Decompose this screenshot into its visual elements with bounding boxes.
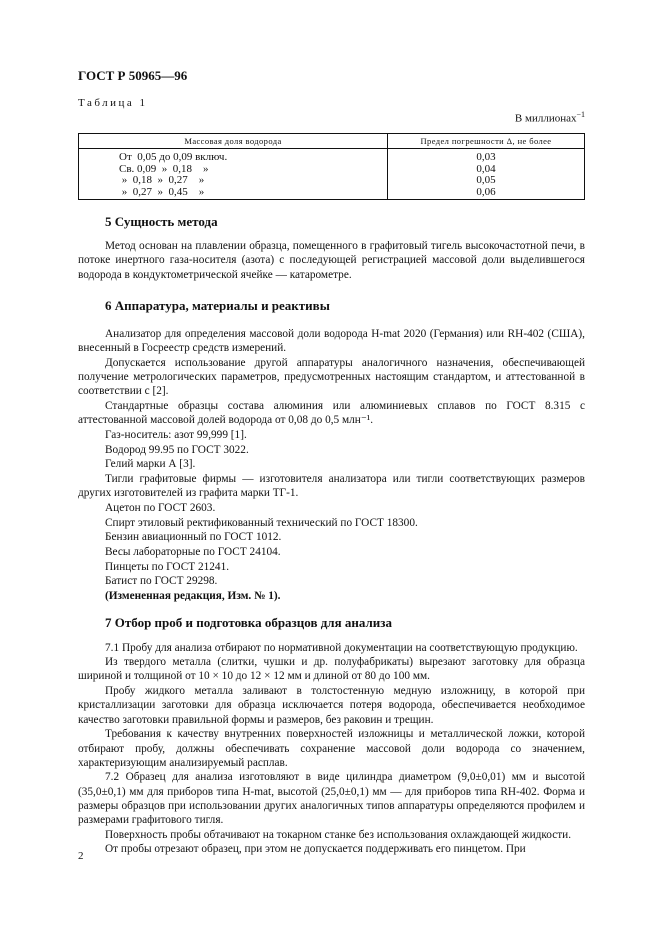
range-value: » 0,27 » 0,45 » [119, 185, 205, 198]
paragraph: Анализатор для определения массовой доли водорода H-mat 2020 (Германия) или RH-402 (США), внесенный в Госреестр средств измерений. [78, 328, 585, 355]
paragraph: Весы лабораторные по ГОСТ 24104. [105, 546, 281, 559]
paragraph: Допускается использование другой аппаратуры аналогичного назначения, обеспечивающей получение метрологических параметров, предусмотренных настоящим стандартом, и аттестованной в соответствии с [2]. [78, 356, 585, 398]
range-value: От 0,05 до 0,09 включ. [119, 151, 228, 163]
paragraph: От пробы отрезают образец, при этом не допускается поддерживать его пинцетом. При [105, 843, 526, 856]
range-value: Св. 0,09 » 0,18 » [119, 162, 209, 175]
page-number: 2 [78, 850, 84, 862]
paragraph: Метод основан на плавлении образца, помещенного в графитовый тигель высокочастотной печи, в потоке инертного газа-носителя (азота) с последующей регистрацией массовой доли выделившегося водорода в кондуктометрической ячейке — катарометре. [78, 240, 585, 281]
paragraph: Газ-носитель: азот 99,999 [1]. [105, 428, 247, 441]
paragraph: Поверхность пробы обтачивают на токарном станке без использования охлаждающей жидкости. [105, 828, 572, 841]
limit-value: 0,03 [476, 151, 496, 163]
table-row [79, 149, 585, 200]
limit-value: 0,04 [476, 162, 496, 175]
section-6-title: 6 Аппаратура, материалы и реактивы [105, 297, 330, 313]
paragraph: 7.1 Пробу для анализа отбирают по нормативной документации на соответствующую продукцию. [105, 641, 578, 654]
error-limit-cell [388, 149, 585, 200]
paragraph: Бензин авиационный по ГОСТ 1012. [105, 531, 282, 544]
table-caption: Таблица 1 [78, 97, 148, 109]
document-header: ГОСТ Р 50965—96 [78, 68, 188, 83]
paragraph: Гелий марки А [3]. [105, 458, 196, 471]
mass-fraction-cell [79, 149, 388, 200]
paragraph: Пробу жидкого металла заливают в толстостенную медную изложницу, в которой при кристаллизации заготовки для образца исключается потеря водорода, обеспечивается необходимое качество заготовки правильной формы и размеров, без раковин и трещин. [78, 685, 585, 726]
section-7-body [78, 641, 585, 857]
paragraph: Ацетон по ГОСТ 2603. [105, 501, 216, 514]
paragraph: Спирт этиловый ректификованный технический по ГОСТ 18300. [105, 516, 418, 529]
section-5-title: 5 Сущность метода [105, 214, 218, 229]
paragraph: Водород 99.95 по ГОСТ 3022. [105, 443, 249, 456]
paragraph: Стандартные образцы состава алюминия или алюминиевых сплавов по ГОСТ 8.315 с аттестованной массовой долей водорода от 0,08 до 0,5 млн⁻¹. [78, 400, 585, 427]
paragraph: Требования к качеству внутренних поверхностей изложницы и металлической ложки, которой отбирают пробу, должны обеспечивать сохранение массовой доли водорода со значением, характеризующим анализируемый расплав. [78, 728, 585, 769]
document-body [78, 215, 585, 857]
paragraph: Пинцеты по ГОСТ 21241. [105, 560, 230, 573]
paragraph: Батист по ГОСТ 29298. [105, 575, 218, 588]
paragraph: 7.2 Образец для анализа изготовляют в виде цилиндра диаметром (9,0±0,01) мм и высотой (35,0±0,1) мм для приборов типа H-mat, высотой (25,0±0,1) мм — для приборов типа RH-402. Форма и размеры образцов при использовании других аналогичных типов аппаратуры определяются профилем и размерами графитового тигля. [78, 771, 585, 827]
amendment-note: (Измененная редакция, Изм. № 1). [105, 590, 281, 603]
paragraph: Из твердого металла (слитки, чушки и др. полуфабрикаты) вырезают заготовку для образца шириной и толщиной от 10 × 10 до 12 × 12 мм и длиной от 80 до 100 мм. [78, 656, 585, 683]
section-6-body [78, 327, 585, 603]
section-5-body [78, 239, 585, 282]
limit-value: 0,05 [476, 174, 496, 186]
units-superscript: −1 [576, 110, 585, 119]
paragraph: Тигли графитовые фирмы — изготовителя анализатора или тигли соответствующих размеров других изготовителей из графита марки ТГ-1. [78, 473, 585, 500]
column-header-mass-fraction: Массовая доля водорода [79, 134, 388, 149]
units-text: В миллионах [514, 112, 577, 125]
table-units [515, 110, 585, 125]
limit-value: 0,06 [476, 185, 496, 198]
table-1 [78, 133, 585, 200]
column-header-error-limit: Предел погрешности Δ, не более [388, 134, 585, 149]
range-value: » 0,18 » 0,27 » [119, 174, 205, 186]
section-7-title: 7 Отбор проб и подготовка образцов для анализа [105, 615, 392, 631]
table-header-row [79, 134, 585, 149]
